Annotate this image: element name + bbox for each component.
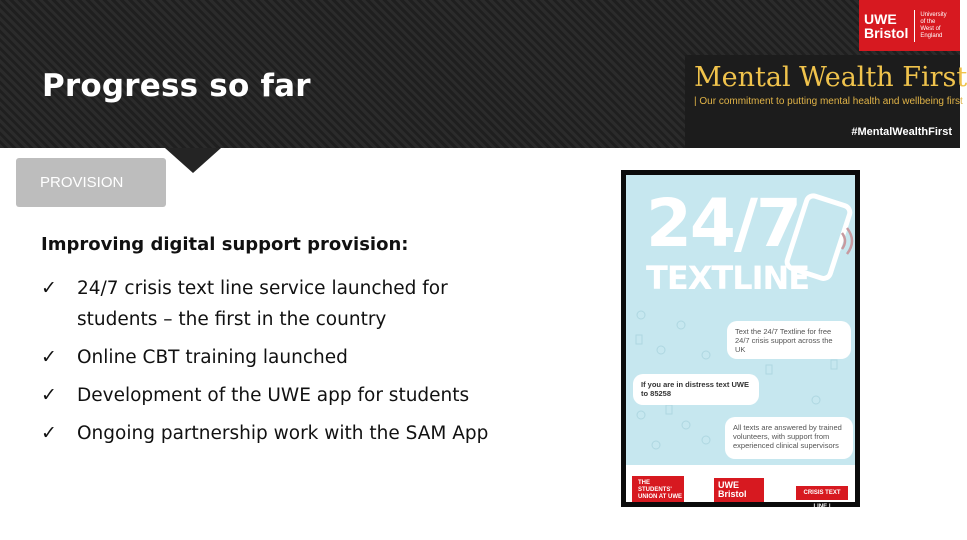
logo-sub-text: [920, 12, 946, 40]
logo-sub-line2: of the: [920, 18, 936, 25]
check-icon: ✓: [41, 422, 57, 444]
list-item: [41, 418, 601, 449]
poster-uwe-logo: UWE Bristol: [714, 478, 764, 502]
logo-separator: [914, 10, 915, 42]
logo-main-line1: UWE: [864, 10, 897, 27]
banner-hashtag: #MentalWealthFirst: [851, 126, 952, 138]
mental-wealth-first-banner: [685, 55, 967, 148]
students-union-logo: THE STUDENTS' UNION AT UWE: [632, 476, 684, 502]
content-heading: Improving digital support provision:: [41, 234, 409, 255]
check-icon: ✓: [41, 277, 57, 299]
bullet-text: Development of the UWE app for students: [77, 385, 470, 406]
textline-poster: [621, 170, 860, 510]
section-tab: [16, 158, 166, 207]
banner-subtitle: | Our commitment to putting mental health and wellbeing first: [694, 96, 963, 107]
logo-main-text: [864, 12, 908, 40]
bullet-text: Online CBT training launched: [77, 347, 348, 368]
list-item: [41, 273, 601, 335]
logo-sub-line4: England: [920, 32, 943, 39]
bullet-text-continued: students – the first in the country: [77, 309, 387, 330]
poster-background: [626, 175, 855, 510]
slide-title: Progress so far: [42, 68, 311, 104]
crisis-text-line-badge: CRISIS TEXT LINE |: [796, 486, 848, 500]
list-item: [41, 342, 601, 373]
bullet-list: [41, 273, 601, 456]
poster-bubble-1: Text the 24/7 Textline for free 24/7 crisis support across the UK: [727, 321, 851, 359]
poster-bubble-2: If you are in distress text UWE to 85258: [633, 374, 759, 405]
poster-bubble-3: All texts are answered by trained volunteers, with support from experienced clinical supervisors: [725, 417, 853, 459]
check-icon: ✓: [41, 384, 57, 406]
banner-title: Mental Wealth First: [694, 62, 967, 93]
section-tab-label: PROVISION: [40, 174, 124, 191]
bullet-text: 24/7 crisis text line service launched for: [77, 278, 448, 299]
check-icon: ✓: [41, 346, 57, 368]
poster-subheadline: TEXTLINE: [646, 259, 810, 297]
logo-sub-line1: University: [920, 11, 947, 18]
bullet-text: Ongoing partnership work with the SAM App: [77, 423, 489, 444]
header-notch: [165, 148, 221, 173]
list-item: [41, 380, 601, 411]
poster-headline: 24/7: [646, 185, 800, 262]
logo-sub-line3: West of: [920, 25, 941, 32]
uwe-bristol-logo: [859, 0, 960, 51]
logo-main-line2: Bristol: [864, 24, 909, 41]
